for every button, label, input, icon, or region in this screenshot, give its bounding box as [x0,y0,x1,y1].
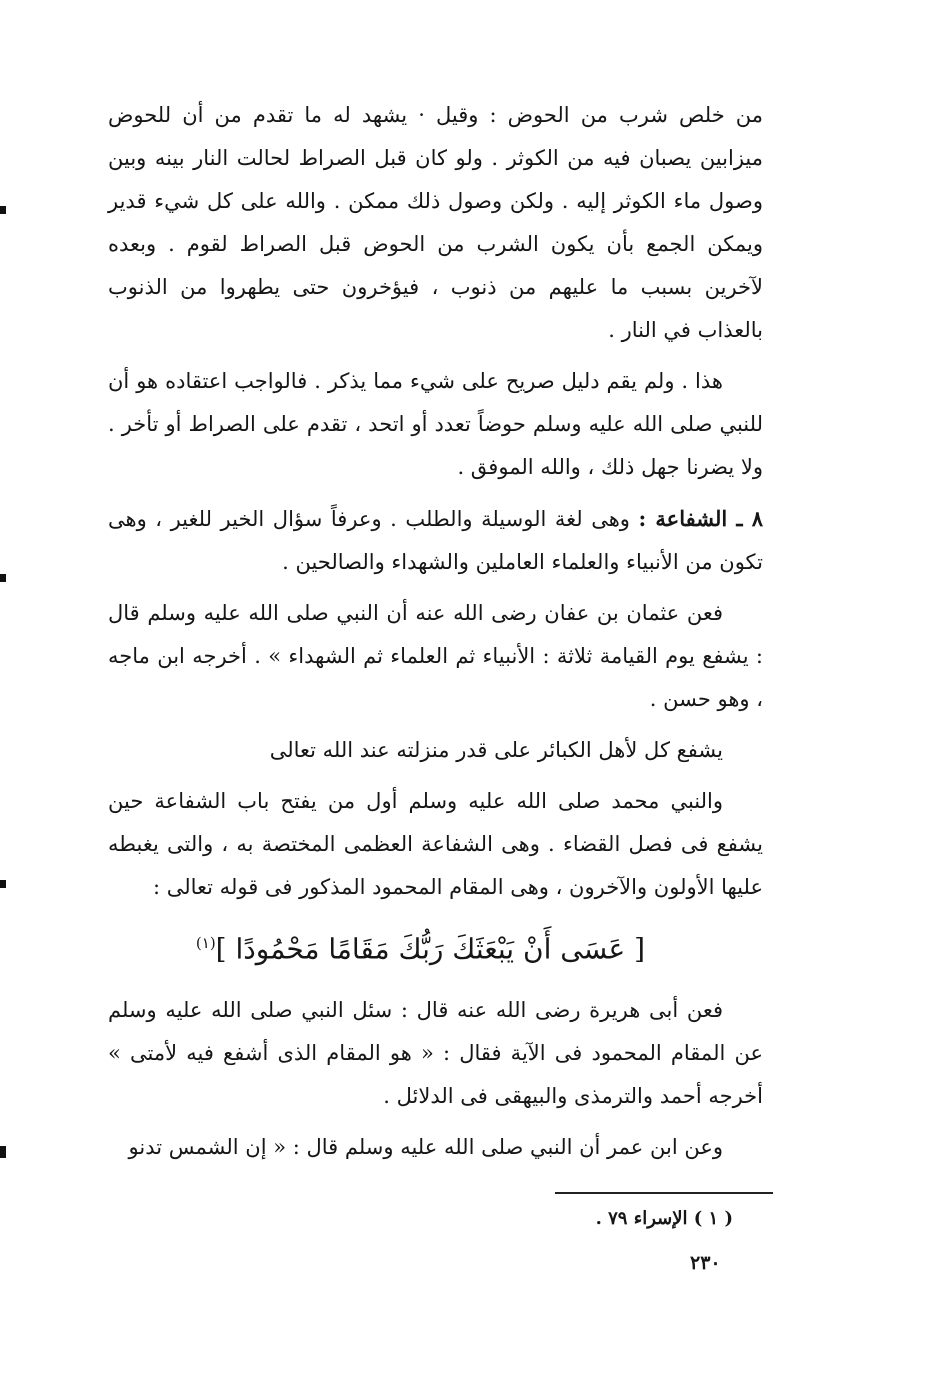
quran-verse [108,913,763,979]
footnote-divider [555,1192,773,1194]
binding-mark [0,206,6,214]
paragraph-shafaa-definition [108,497,763,584]
footnote: ( ١ ) الإسراء ٧٩ . [595,1208,733,1229]
section-heading: ٨ ـ الشفاعة : [638,506,763,531]
paragraph-hawd: من خلص شرب من الحوض : وقيل · يشهد له ما تقدم من أن للحوض ميزابين يصبان فيه من الكوثر . ولو كان قبل الصراط لحالت النار بينه وبين وصول ماء الكوثر إليه . ولكن وصول ذلك ممكن . والله على كل شيء قدير ويمكن الجمع بأن يكون الشرب من الحوض قبل الصراط لقوم . وبعده لآخرين بسبب ما عليهم من ذنوب ، فيؤخرون حتى يطهروا من الذنوب بالعذاب في النار . [108,103,763,342]
binding-mark [0,1146,6,1158]
binding-mark [0,574,6,582]
paragraph-conclusion: هذا . ولم يقم دليل صريح على شيء مما يذكر . فالواجب اعتقاده هو أن للنبي صلى الله عليه وسلم حوضاً تعدد أو اتحد ، تقدم على الصراط أو تأخر . ولا يضرنا جهل ذلك ، والله الموفق . [108,369,763,479]
verse-text: [ عَسَى أَنْ يَبْعَثَكَ رَبُّكَ مَقَامًا مَحْمُودًا ] [215,932,646,966]
page-number: ٢٣٠ [690,1252,721,1274]
paragraph-prophet-intercession: والنبي محمد صلى الله عليه وسلم أول من يفتح باب الشفاعة حين يشفع فى فصل القضاء . وهى الشفاعة العظمى المختصة به ، والتى يغبطه عليها الأولون والآخرون ، وهى المقام المحمود المذكور فى قوله تعالى : [108,789,763,899]
section-heading-text: وهى لغة الوسيلة والطلب . وعرفاً سؤال الخير للغير ، وهى تكون من الأنبياء والعلماء العاملين والشهداء والصالحين . [108,507,763,574]
verse-footnote-ref: (١) [195,934,216,952]
paragraph-hadith-ibn-umar: وعن ابن عمر أن النبي صلى الله عليه وسلم قال : « إن الشمس تدنو [128,1135,723,1160]
paragraph-hadith-uthman: فعن عثمان بن عفان رضى الله عنه أن النبي صلى الله عليه وسلم قال : يشفع يوم القيامة ثلاثة : الأنبياء ثم العلماء ثم الشهداء » . أخرجه ابن ماجه ، وهو حسن . [108,601,763,711]
paragraph-intercession-rank: يشفع كل لأهل الكبائر على قدر منزلته عند الله تعالى [269,738,723,762]
main-text [108,94,763,1169]
binding-mark [0,880,6,888]
paragraph-hadith-abu-hurayra: فعن أبى هريرة رضى الله عنه قال : سئل النبي صلى الله عليه وسلم عن المقام المحمود فى الآية فقال : « هو المقام الذى أشفع فيه لأمتى » أخرجه أحمد والترمذى والبيهقى فى الدلائل . [108,998,763,1109]
